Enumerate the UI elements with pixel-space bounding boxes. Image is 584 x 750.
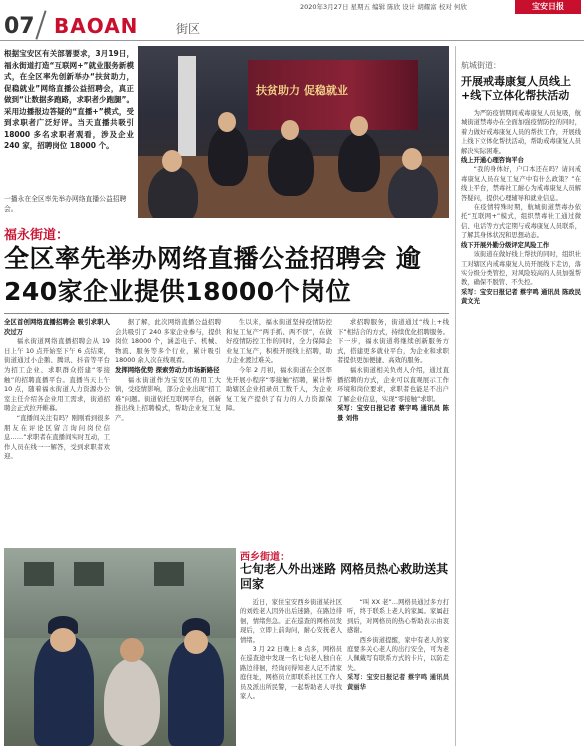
paragraph: 近日，家住宝安西乡街道某社区的刘姓老人因外出后迷路，在路边徘徊，情绪焦急。正在巡查的网格员发现后，立即上前询问，耐心安抚老人情绪。 [240,599,342,644]
paragraph: 今年 2 月初，福永街道在全区率先开展小程序“零接触”招聘，累计帮助辖区企业招录员工数千人，为企业复工复产提供了有力的人力资源保障。 [226,365,332,413]
paragraph: 为严防疫情期间戒毒康复人员复吸，航城街道禁毒办在全面加强疫情防控的同时，着力做好戒毒康复人员的帮扶工作，开展线上线下立体化帮扶活动，帮助戒毒康复人员解决实际困难。 [461,110,581,155]
paragraph: 福永街道网络直播招聘会从 19 日上午 10 点开始至下午 6 点结束，街道通过小企鹅、腾讯、抖音等平台为招工企业、求职群众搭建“零接触”的招聘直播平台。直播当天上午 10 点，随着福永街道人力资源办公室主任介绍各企业用工需求，街道招聘会正式拉开帷幕。 [4,337,110,413]
sidebar-subheading: 线下开展外勤分级评定风险工作 [461,241,550,249]
paragraph: “我的身体好，户口本还在吗？请问戒毒康复人员在复工复产中有什么政策？”在线上平台，禁毒社工耐心为戒毒康复人员解答疑问，提供心理辅导和就业信息。 [461,166,581,202]
header-rule [0,40,584,41]
article-column-4 [337,318,449,424]
newspaper-logo: 宝安日报 [515,0,581,14]
paragraph: 福永街道相关负责人介绍，通过直播招聘的方式，企业可以直观展示工作环境和岗位要求，求职者也能足不出户了解企业信息，实现“零接触”求职。 [337,365,449,403]
photo-officer [34,636,94,746]
photo-person-head [218,112,236,132]
page-number: 07 [4,14,35,39]
article-column-1 [4,318,110,462]
paragraph: 求招聘服务，街道通过“线上+线下”相结合的方式，持续优化招聘服务。下一步，福永街道将继续创新服务方式，搭建更多就业平台，为企业和求职者提供更加便捷、高效的服务。 [337,318,449,365]
article-column-2 [115,318,221,424]
photo-person-head [162,150,182,172]
lower-column-1 [240,598,342,701]
photo-person [268,136,314,196]
sidebar-kicker: 航城街道： [461,61,501,70]
lower-credit: 采写：宝安日报记者 蔡宇鸣 通讯员 黄丽华 [347,674,449,691]
section-subtitle: 街区 [176,22,201,36]
photo-person [338,132,380,192]
sidebar-subheading: 线上开通心理咨询平台 [461,157,524,165]
sidebar-credit: 采写：宝安日报记者 蔡宇鸣 通讯员 陈政民 黄文光 [461,288,581,306]
paragraph: 该街道在做好线上帮扶的同时，组织社工对辖区内戒毒康复人员开展线下走访，落实分级分类管控，对风险较高的人员加强帮教，确保不脱管、不失控。 [461,251,581,287]
lead-intro: 根据宝安区有关部署要求，3月19日，福永街道打造“互联网+”就业服务新模式，在全区率先创新举办“扶贫助力，促稳就业”网络直播公益招聘会，真正做到“让数据多跑路，求职者少跑腿”。采用边播报边答疑的“直播+”模式，受到求职者广泛好评。当天直播共吸引 18000 多名求职者观看，涉及企业 240 家，招聘岗位 18000 个。 [4,49,134,150]
photo-person [148,166,198,218]
column-subheading: 发挥网络优势 探索劳动力市场新路径 [115,365,220,374]
paragraph: “叫 XX 老”…网格员通过多方打听，终于联系上老人的家属。家属赶到后，对网格员的热心帮助表示由衷感谢。 [347,599,449,635]
photo-officer [168,640,224,746]
paragraph: 3 月 22 日晚上 8 点多，网格员在巡查途中发现一名七旬老人独自在路边徘徊，经询问得知老人记不清家庭住址，网格员立即联系社区工作人员及派出所民警，一起帮助老人寻找家人。 [240,646,342,701]
lower-photo [4,548,236,746]
page-header [0,0,584,44]
photo-elderly-man [104,658,160,746]
photo-person-head [350,116,368,136]
article-kicker: 福永街道： [4,228,70,243]
column-subheading: 全区首创网络直播招聘会 吸引求职人次过万 [4,318,110,336]
paragraph: 据了解，此次网络直播公益招聘会共吸引了 240 多家企业参与，提供岗位 18000 个，涵盖电子、机械、物流、服务等多个行业，累计吸引 18000 余人次在线观看。 [115,318,221,365]
photo-caption: 一播永在全区率先举办网络直播公益招聘会。 [4,195,127,213]
edition-meta: 2020年3月27日 星期五 编辑 陈欣 设计 胡耀富 校对 何欣 [300,3,467,11]
photo-officer-head [184,630,208,654]
section-title: BAOAN [54,14,139,38]
paragraph: 福永街道作为宝安区的用工大镇，受疫情影响，部分企业出现“招工难”问题。街道依托互联网平台，创新推出线上招聘模式，帮助企业复工复产。 [115,375,221,422]
paragraph: 生以来，福永街道坚持疫情防控和复工复产“两手抓、两不误”，在做好疫情防控工作的同时，全力保障企业复工复产，积极开展线上招聘，助力企业渡过难关。 [226,318,332,365]
article-column-3 [226,318,332,414]
headline-rule [4,313,449,314]
photo-window [154,562,184,586]
lower-kicker: 西乡街道： [240,552,290,563]
article-credit: 采写：宝安日报记者 蔡宇鸣 通讯员 陈景 刘伟 [337,404,449,422]
photo-window [74,562,104,586]
photo-person [388,164,438,218]
photo-screen-text: 扶贫助力 促稳就业 [256,84,348,97]
sidebar-body [461,109,581,307]
header-divider [35,10,46,39]
main-photo [138,46,449,218]
photo-backdrop-screen [248,60,418,130]
lower-headline: 七旬老人外出迷路 网格员热心救助送其回家 [240,562,449,591]
photo-elderly-man-head [120,638,144,662]
photo-person [208,126,248,186]
sidebar-story [455,46,581,746]
paragraph: 西乡街道提醒，家中有老人的家庭要多关心老人的出行安全，可为老人佩戴写有联系方式的卡片，以防走失。 [347,636,449,672]
paragraph: 在疫情特殊时期，航城街道禁毒办依托“互联网+”模式，组织禁毒社工通过微信、电话等方式定期与戒毒康复人员联系，了解其身体状况和思想动态。 [461,204,581,240]
photo-person-head [402,148,422,170]
article-headline: 全区率先举办网络直播公益招聘会 逾240家企业提供18000个岗位 [4,244,422,306]
lower-column-2 [347,598,449,692]
photo-officer-head [50,628,76,652]
photo-window [24,562,54,586]
sidebar-headline: 开展戒毒康复人员线上+线下立体化帮扶活动 [461,75,571,102]
photo-person-head [281,120,299,140]
paragraph: “直播间关注有吗？刚刚看到很多朋友在评论区留言询问岗位信息……”求职者在直播间实时互动，工作人员在线一一解答，受到求职者欢迎。 [4,413,110,461]
